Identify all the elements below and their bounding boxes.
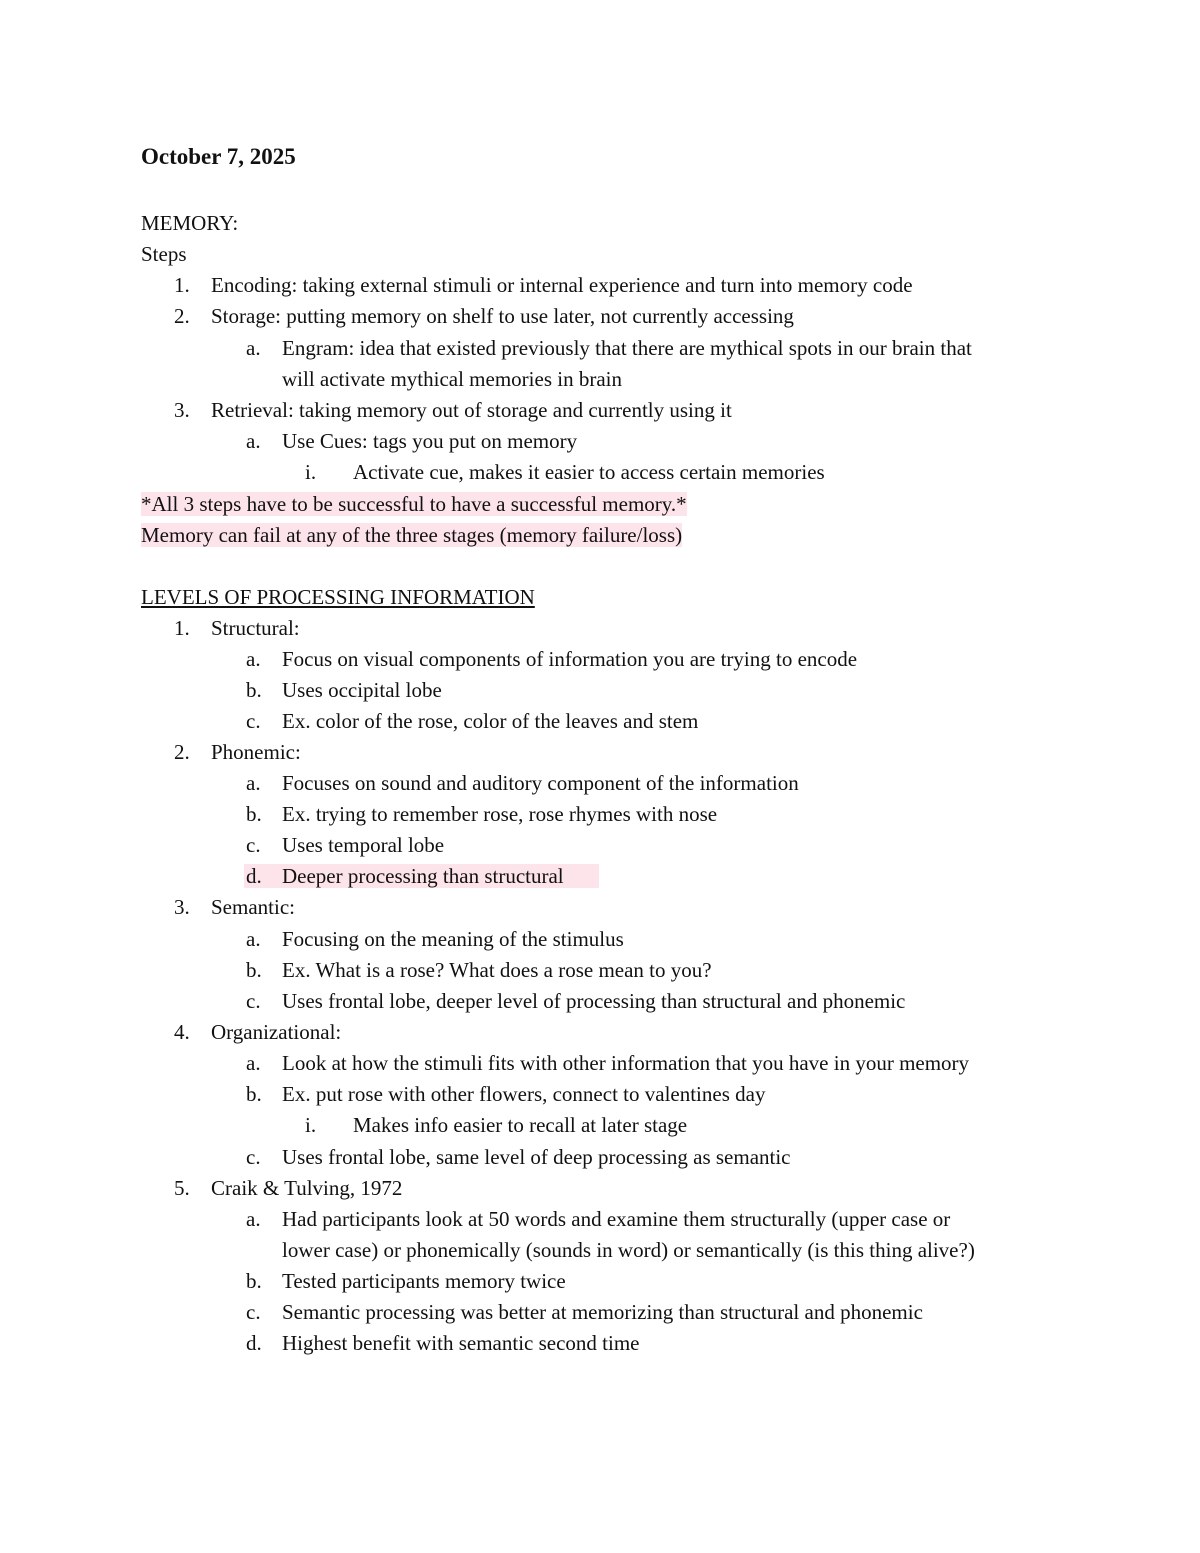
list-marker: 4.	[174, 1020, 190, 1044]
list-item: Look at how the stimuli fits with other information that you have in your memory	[282, 1051, 970, 1075]
list-marker: 1.	[174, 616, 190, 640]
list-marker: b.	[246, 678, 262, 702]
list-item: Uses frontal lobe, same level of deep processing as semantic	[282, 1145, 791, 1169]
list-item: Phonemic:	[211, 740, 301, 764]
list-item: Storage: putting memory on shelf to use later, not currently accessing	[211, 304, 794, 328]
list-marker: 1.	[174, 273, 190, 297]
list-item: Ex. put rose with other flowers, connect to valentines day	[282, 1082, 766, 1106]
list-marker: d.	[246, 864, 262, 888]
highlighted-note	[141, 521, 682, 549]
list-item: Semantic processing was better at memorizing than structural and phonemic	[282, 1300, 923, 1324]
list-marker: i.	[305, 1113, 317, 1137]
list-item: Had participants look at 50 words and examine them structurally (upper case or	[282, 1207, 951, 1231]
list-item: Uses frontal lobe, deeper level of processing than structural and phonemic	[282, 989, 906, 1013]
list-item: Engram: idea that existed previously that there are mythical spots in our brain that	[282, 336, 972, 360]
list-item: Semantic:	[211, 895, 295, 919]
list-marker: i.	[305, 460, 317, 484]
list-item: Uses occipital lobe	[282, 678, 442, 702]
list-item-continuation: lower case) or phonemically (sounds in word) or semantically (is this thing alive?)	[282, 1238, 975, 1262]
list-item: Ex. color of the rose, color of the leaves and stem	[282, 709, 699, 733]
list-marker: c.	[246, 709, 261, 733]
section-heading: LEVELS OF PROCESSING INFORMATION	[141, 585, 535, 609]
list-marker: d.	[246, 1331, 262, 1355]
list-item: Retrieval: taking memory out of storage and currently using it	[211, 398, 732, 422]
list-marker: 2.	[174, 304, 190, 328]
note-text: Memory can fail at any of the three stages (memory failure/loss)	[141, 523, 683, 547]
steps-label: Steps	[141, 242, 187, 266]
list-item: Ex. What is a rose? What does a rose mean to you?	[282, 958, 712, 982]
list-marker: 3.	[174, 895, 190, 919]
list-item: Craik & Tulving, 1972	[211, 1176, 403, 1200]
list-marker: c.	[246, 1145, 261, 1169]
list-marker: 5.	[174, 1176, 190, 1200]
list-item: Uses temporal lobe	[282, 833, 445, 857]
list-item: Use Cues: tags you put on memory	[282, 429, 578, 453]
list-marker: 2.	[174, 740, 190, 764]
list-item: Tested participants memory twice	[282, 1269, 566, 1293]
list-marker: a.	[246, 647, 261, 671]
note-text: *All 3 steps have to be successful to have a successful memory.*	[141, 492, 687, 516]
list-marker: a.	[246, 429, 261, 453]
list-marker: c.	[246, 989, 261, 1013]
list-item: Structural:	[211, 616, 300, 640]
list-item: Highest benefit with semantic second time	[282, 1331, 640, 1355]
list-marker: a.	[246, 927, 261, 951]
list-marker: a.	[246, 1051, 261, 1075]
list-marker: b.	[246, 1269, 262, 1293]
list-marker: c.	[246, 1300, 261, 1324]
list-item: Encoding: taking external stimuli or internal experience and turn into memory code	[211, 273, 913, 297]
list-marker: a.	[246, 336, 261, 360]
list-marker: b.	[246, 802, 262, 826]
list-marker: b.	[246, 958, 262, 982]
list-item-highlighted: Deeper processing than structural	[282, 864, 564, 888]
memory-heading: MEMORY:	[141, 211, 239, 235]
list-item: Ex. trying to remember rose, rose rhymes with nose	[282, 802, 718, 826]
list-marker: c.	[246, 833, 261, 857]
page-title: October 7, 2025	[141, 144, 296, 169]
list-item: Focus on visual components of information you are trying to encode	[282, 647, 858, 671]
highlighted-note	[141, 490, 687, 518]
list-item: Activate cue, makes it easier to access certain memories	[353, 460, 825, 484]
list-item: Focuses on sound and auditory component of the information	[282, 771, 799, 795]
list-marker: b.	[246, 1082, 262, 1106]
list-marker: a.	[246, 1207, 261, 1231]
list-marker: 3.	[174, 398, 190, 422]
list-marker: a.	[246, 771, 261, 795]
list-item: Makes info easier to recall at later stage	[353, 1113, 688, 1137]
list-item: Focusing on the meaning of the stimulus	[282, 927, 624, 951]
list-item-continuation: will activate mythical memories in brain	[282, 367, 622, 391]
list-item: Organizational:	[211, 1020, 342, 1044]
